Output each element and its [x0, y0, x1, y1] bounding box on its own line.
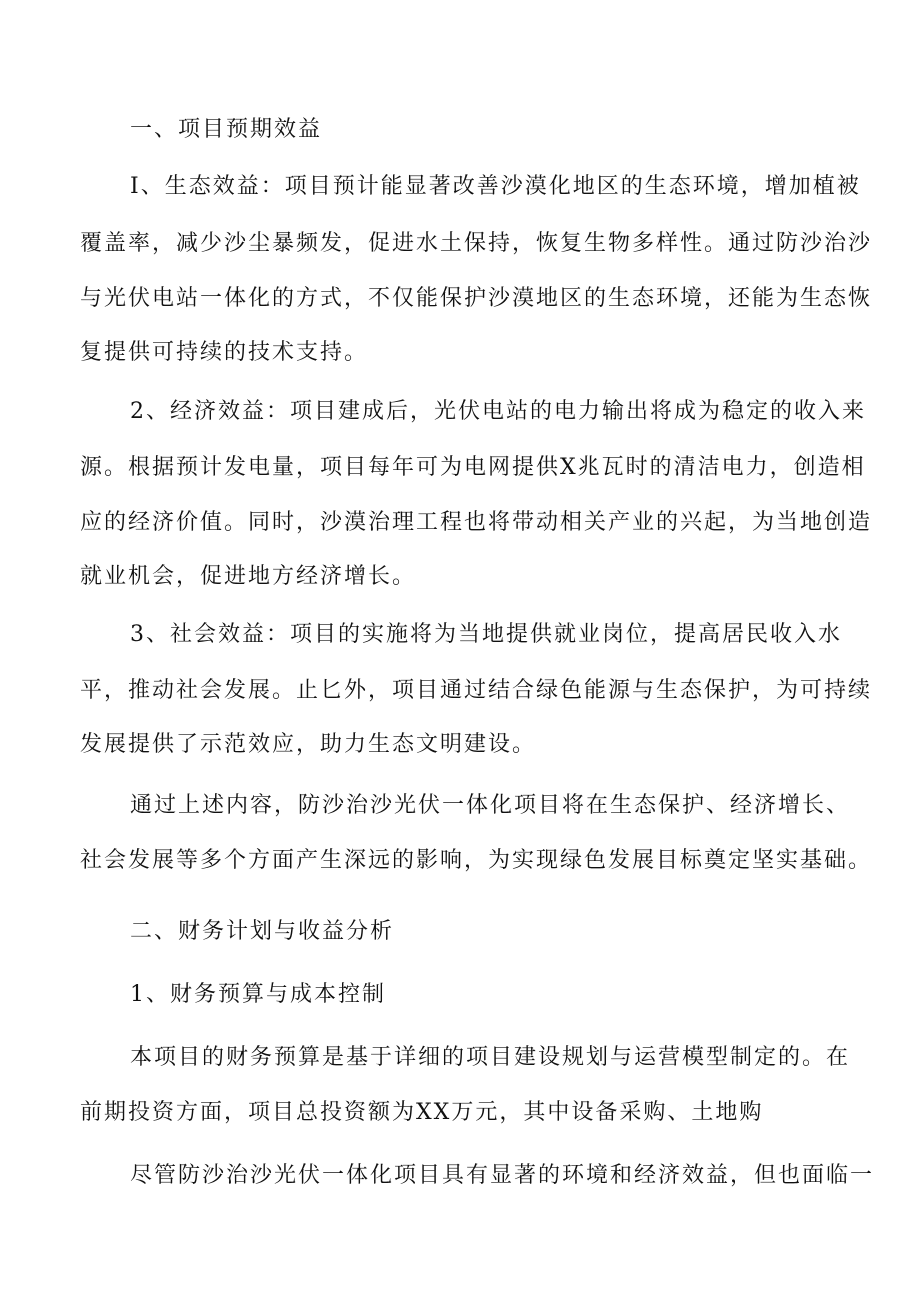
- paragraph-challenges-line-1: 尽管防沙治沙光伏一体化项目具有显著的环境和经济效益，但也面临一: [130, 1163, 875, 1188]
- paragraph-economic-line-3: 应的经济价值。同时，沙漠治理工程也将带动相关产业的兴起，为当地创造: [80, 510, 873, 535]
- paragraph-economic-line-4: 就业机会，促进地方经济增长。: [80, 564, 417, 589]
- paragraph-social-line-2: 平，推动社会发展。止匕外，项目通过结合绿色能源与生态保护，为可持续: [80, 678, 873, 703]
- section-heading-1: 一、项目预期效益: [130, 117, 323, 142]
- subsection-heading: 1、财务预算与成本控制: [130, 982, 386, 1007]
- paragraph-summary-line-1: 通过上述内容，防沙治沙光伏一体化项目将在生态保护、经济增长、: [130, 793, 851, 818]
- paragraph-social-line-3: 发展提供了示范效应，助力生态文明建设。: [80, 732, 537, 757]
- paragraph-economic-line-2: 源。根据预计发电量，项目每年可为电网提供X兆瓦时的清洁电力，创造相: [80, 455, 866, 480]
- paragraph-budget-line-2: 前期投资方面，项目总投资额为XX万元，其中设备采购、土地购: [80, 1100, 764, 1125]
- paragraph-summary-line-2: 社会发展等多个方面产生深远的影响，为实现绿色发展目标奠定坚实基础。: [80, 848, 873, 873]
- paragraph-economic-line-1: 2、经济效益：项目建成后，光伏电站的电力输出将成为稳定的收入来: [130, 399, 866, 424]
- paragraph-ecological-line-2: 覆盖率，减少沙尘暴频发，促进水土保持，恢复生物多样性。通过防沙治沙: [80, 231, 873, 256]
- paragraph-social-line-1: 3、社会效益：项目的实施将为当地提供就业岗位，提高居民收入水: [130, 622, 842, 647]
- paragraph-ecological-line-4: 复提供可持续的技术支持。: [80, 340, 369, 365]
- paragraph-ecological-line-3: 与光伏电站一体化的方式，不仅能保护沙漠地区的生态环境，还能为生态恢: [80, 286, 873, 311]
- paragraph-budget-line-1: 本项目的财务预算是基于详细的项目建设规划与运营模型制定的。在: [130, 1045, 851, 1070]
- paragraph-ecological-line-1: I、生态效益：项目预计能显著改善沙漠化地区的生态环境，增加植被: [130, 174, 861, 199]
- section-heading-2: 二、财务计划与收益分析: [130, 919, 395, 944]
